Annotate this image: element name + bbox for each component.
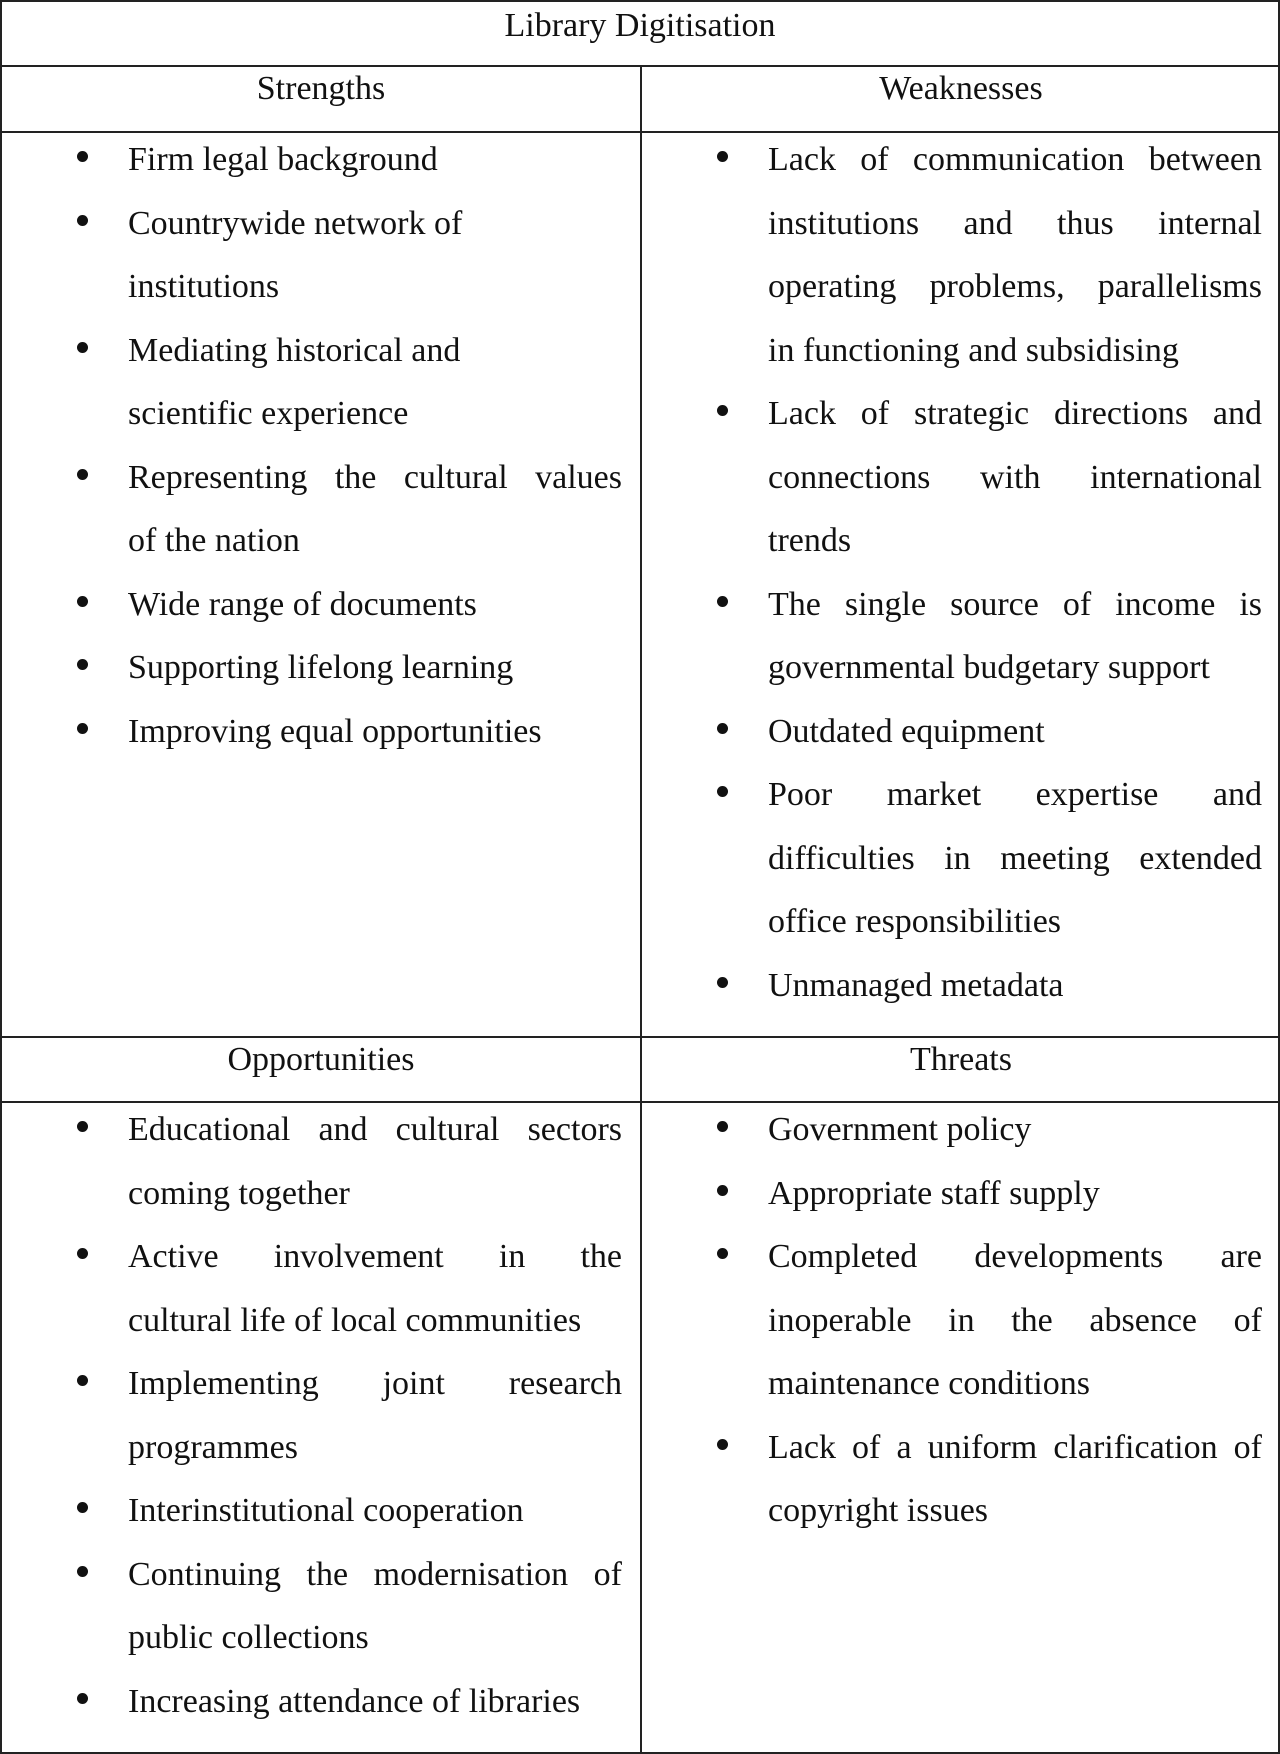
item-line: Unmanaged metadata xyxy=(768,966,1064,1004)
item-line: Lack of a uniform clarification of xyxy=(768,1428,1262,1466)
item-line: Improving equal opportunities xyxy=(128,712,542,750)
item-line: Appropriate staff supply xyxy=(768,1174,1100,1212)
item-line: Completed developments are xyxy=(768,1238,1262,1275)
list-item xyxy=(2,446,640,573)
bullet-icon xyxy=(717,596,728,607)
item-line: Increasing attendance of libraries xyxy=(128,1682,581,1720)
item-line: trends xyxy=(768,522,852,559)
item-line: institutions xyxy=(128,268,280,305)
list-item xyxy=(642,1162,1280,1226)
bullet-icon xyxy=(717,1248,728,1259)
heading-threats: Threats xyxy=(910,1041,1012,1078)
bullet-icon xyxy=(77,1693,88,1704)
bullet-icon xyxy=(717,1439,728,1450)
bullet-icon xyxy=(717,977,728,988)
list-item xyxy=(2,636,640,700)
list-item xyxy=(642,382,1280,573)
item-line: Lack of communication between xyxy=(768,141,1262,178)
list-item xyxy=(642,1098,1280,1162)
item-line: Representing the cultural values xyxy=(128,458,622,496)
bullet-icon xyxy=(717,1121,728,1132)
item-line: Firm legal background xyxy=(128,141,438,178)
list-item xyxy=(642,573,1280,700)
list-item xyxy=(2,192,640,319)
bullet-icon xyxy=(77,215,88,226)
bullet-icon xyxy=(717,1185,728,1196)
item-line: public collections xyxy=(128,1619,369,1656)
item-line: programmes xyxy=(128,1428,298,1466)
list-item xyxy=(642,1225,1280,1416)
bullet-icon xyxy=(77,151,88,162)
item-line: Mediating historical and xyxy=(128,331,461,369)
heading-strengths: Strengths xyxy=(256,70,386,107)
bullet-icon xyxy=(77,469,88,480)
item-line: cultural life of local communities xyxy=(128,1301,582,1339)
list-item xyxy=(2,128,640,192)
item-line: inoperable in the absence of xyxy=(768,1301,1262,1339)
list-item xyxy=(2,1352,640,1479)
bullet-icon xyxy=(77,1375,88,1386)
item-line: The single source of income is xyxy=(768,585,1262,623)
list-weaknesses xyxy=(642,128,1280,1017)
item-line: institutions and thus internal xyxy=(768,204,1262,242)
item-line: Active involvement in the xyxy=(128,1238,622,1275)
cell-strengths xyxy=(2,128,640,763)
item-line: scientific experience xyxy=(128,395,409,432)
item-line: in functioning and subsidising xyxy=(768,331,1179,369)
list-strengths xyxy=(2,128,640,763)
item-line: coming together xyxy=(128,1174,350,1212)
item-line: Lack of strategic directions and xyxy=(768,395,1262,432)
item-line: Interinstitutional cooperation xyxy=(128,1492,524,1529)
item-line: Implementing joint research xyxy=(128,1365,622,1402)
item-line: Wide range of documents xyxy=(128,585,477,623)
item-line: Government policy xyxy=(768,1111,1032,1148)
bullet-icon xyxy=(717,405,728,416)
list-item xyxy=(2,1670,640,1734)
list-opportunities xyxy=(2,1098,640,1733)
item-line: operating problems, parallelisms xyxy=(768,268,1262,305)
list-item xyxy=(2,700,640,764)
cell-weaknesses xyxy=(642,128,1280,1017)
cell-threats xyxy=(642,1098,1280,1543)
bullet-icon xyxy=(77,1121,88,1132)
item-line: governmental budgetary support xyxy=(768,649,1210,686)
item-line: Educational and cultural sectors xyxy=(128,1111,622,1148)
list-item xyxy=(2,1225,640,1352)
list-item xyxy=(2,573,640,637)
cell-opportunities xyxy=(2,1098,640,1733)
item-line: Continuing the modernisation of xyxy=(128,1555,622,1593)
item-line: maintenance conditions xyxy=(768,1365,1090,1402)
list-threats xyxy=(642,1098,1280,1543)
item-line: Poor market expertise and xyxy=(768,776,1262,813)
bullet-icon xyxy=(77,1566,88,1577)
item-line: difficulties in meeting extended xyxy=(768,839,1262,877)
bullet-icon xyxy=(77,342,88,353)
bullet-icon xyxy=(717,786,728,797)
list-item xyxy=(642,954,1280,1018)
bullet-icon xyxy=(77,1248,88,1259)
list-item xyxy=(642,1416,1280,1543)
list-item xyxy=(2,1098,640,1225)
heading-weaknesses: Weaknesses xyxy=(879,70,1043,107)
list-item xyxy=(642,763,1280,954)
list-item xyxy=(642,700,1280,764)
item-line: office responsibilities xyxy=(768,903,1062,940)
item-line: copyright issues xyxy=(768,1492,989,1529)
list-item xyxy=(2,319,640,446)
bullet-icon xyxy=(717,723,728,734)
item-line: Supporting lifelong learning xyxy=(128,649,514,686)
table-title: Library Digitisation xyxy=(504,7,776,44)
heading-opportunities: Opportunities xyxy=(227,1041,415,1078)
column-divider xyxy=(640,65,642,1754)
list-item xyxy=(2,1479,640,1543)
bullet-icon xyxy=(77,659,88,670)
list-item xyxy=(642,128,1280,382)
bullet-icon xyxy=(717,151,728,162)
bullet-icon xyxy=(77,723,88,734)
bullet-icon xyxy=(77,1502,88,1513)
item-line: connections with international xyxy=(768,458,1262,496)
bullet-icon xyxy=(77,596,88,607)
item-line: Countrywide network of xyxy=(128,204,463,242)
item-line: Outdated equipment xyxy=(768,712,1045,750)
item-line: of the nation xyxy=(128,522,300,559)
list-item xyxy=(2,1543,640,1670)
